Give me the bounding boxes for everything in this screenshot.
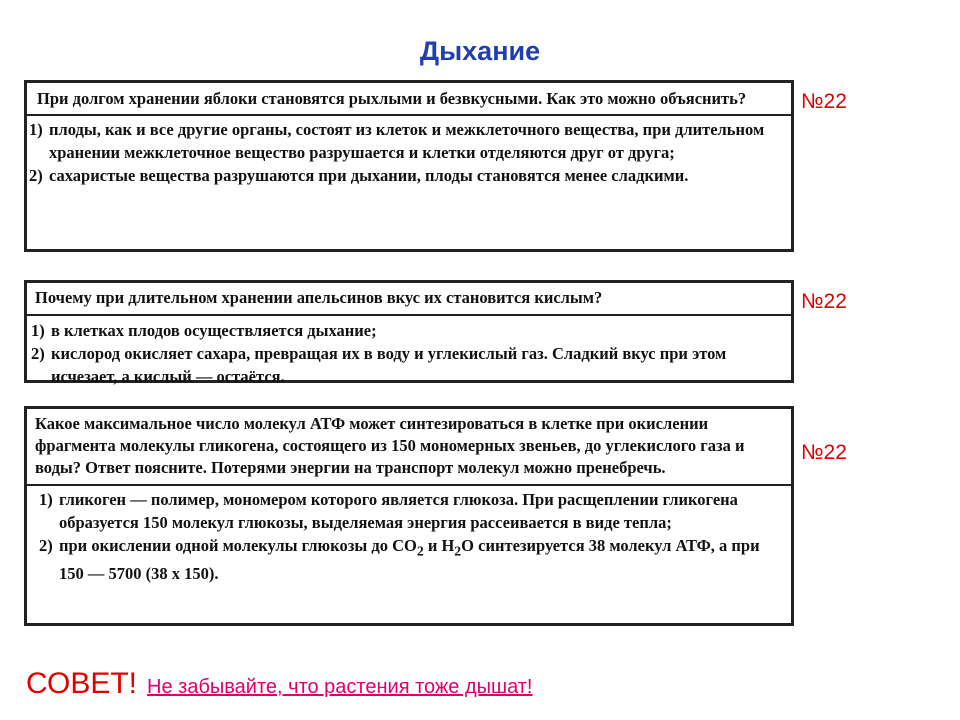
answer-number: 2)	[31, 344, 45, 363]
answer-text: гликоген — полимер, мономером которого является глюкоза. При расщеплении гликогена образуется 150 молекул глюкозы, выделяемая энергия рассеивается в виде тепла;	[59, 490, 738, 532]
answer-item	[31, 319, 783, 342]
tip-link[interactable]: Не забывайте, что растения тоже дышат!	[147, 676, 533, 698]
tip-label: СОВЕТ!	[26, 667, 138, 700]
answer-text: плоды, как и все другие органы, состоят из клеток и межклеточного вещества, при длительном хранении межклеточное вещество разрушается и клетки отделяются друг от друга;	[49, 120, 765, 162]
answer-text-part: и Н	[423, 536, 455, 555]
answer-text-part: при окислении одной молекулы глюкозы до СО	[59, 536, 417, 555]
answer-number: 1)	[31, 321, 45, 340]
answer-text-part: О синтезируется 38 молекул АТФ, а при 150 — 5700 (38 х 150).	[59, 536, 760, 584]
answer-number: 2)	[29, 166, 43, 185]
answer-text: сахаристые вещества разрушаются при дыхании, плоды становятся менее сладкими.	[49, 166, 689, 185]
answer-block	[27, 116, 791, 187]
answer-item	[29, 118, 783, 164]
answer-number: 2)	[39, 536, 53, 555]
question-text: Какое максимальное число молекул АТФ может синтезироваться в клетке при окислении фрагмента молекулы гликогена, состоящего из 150 мономерных звеньев, до углекислого газа и воды? Ответ поясните. Потерями энергии на транспорт молекул можно пренебречь.	[27, 409, 791, 486]
subscript: 2	[416, 543, 424, 559]
subscript: 2	[454, 543, 462, 559]
answer-block	[27, 316, 791, 388]
answer-item	[39, 488, 783, 534]
page-title: Дыхание	[419, 36, 541, 66]
tip	[26, 667, 532, 701]
question-card-atp	[24, 406, 794, 626]
answer-number: 1)	[29, 120, 43, 139]
question-text: Почему при длительном хранении апельсинов вкус их становится кислым?	[27, 283, 791, 316]
answer-item	[31, 342, 783, 388]
task-number-badge: №22	[801, 290, 847, 313]
answer-text: в клетках плодов осуществляется дыхание;	[51, 321, 377, 340]
answer-block	[27, 486, 791, 585]
answer-text	[59, 534, 783, 585]
question-text: При долгом хранении яблоки становятся рыхлыми и безвкусными. Как это можно объяснить?	[27, 83, 791, 116]
task-number-badge: №22	[801, 90, 847, 113]
answer-item	[39, 534, 783, 585]
answer-item	[29, 164, 783, 187]
answer-text: кислород окисляет сахара, превращая их в воду и углекислый газ. Сладкий вкус при этом исчезает, а кислый — остаётся.	[51, 344, 727, 386]
question-card-oranges	[24, 280, 794, 386]
task-number-badge: №22	[801, 441, 847, 464]
answer-number: 1)	[39, 490, 53, 509]
question-card-apples	[24, 80, 794, 252]
